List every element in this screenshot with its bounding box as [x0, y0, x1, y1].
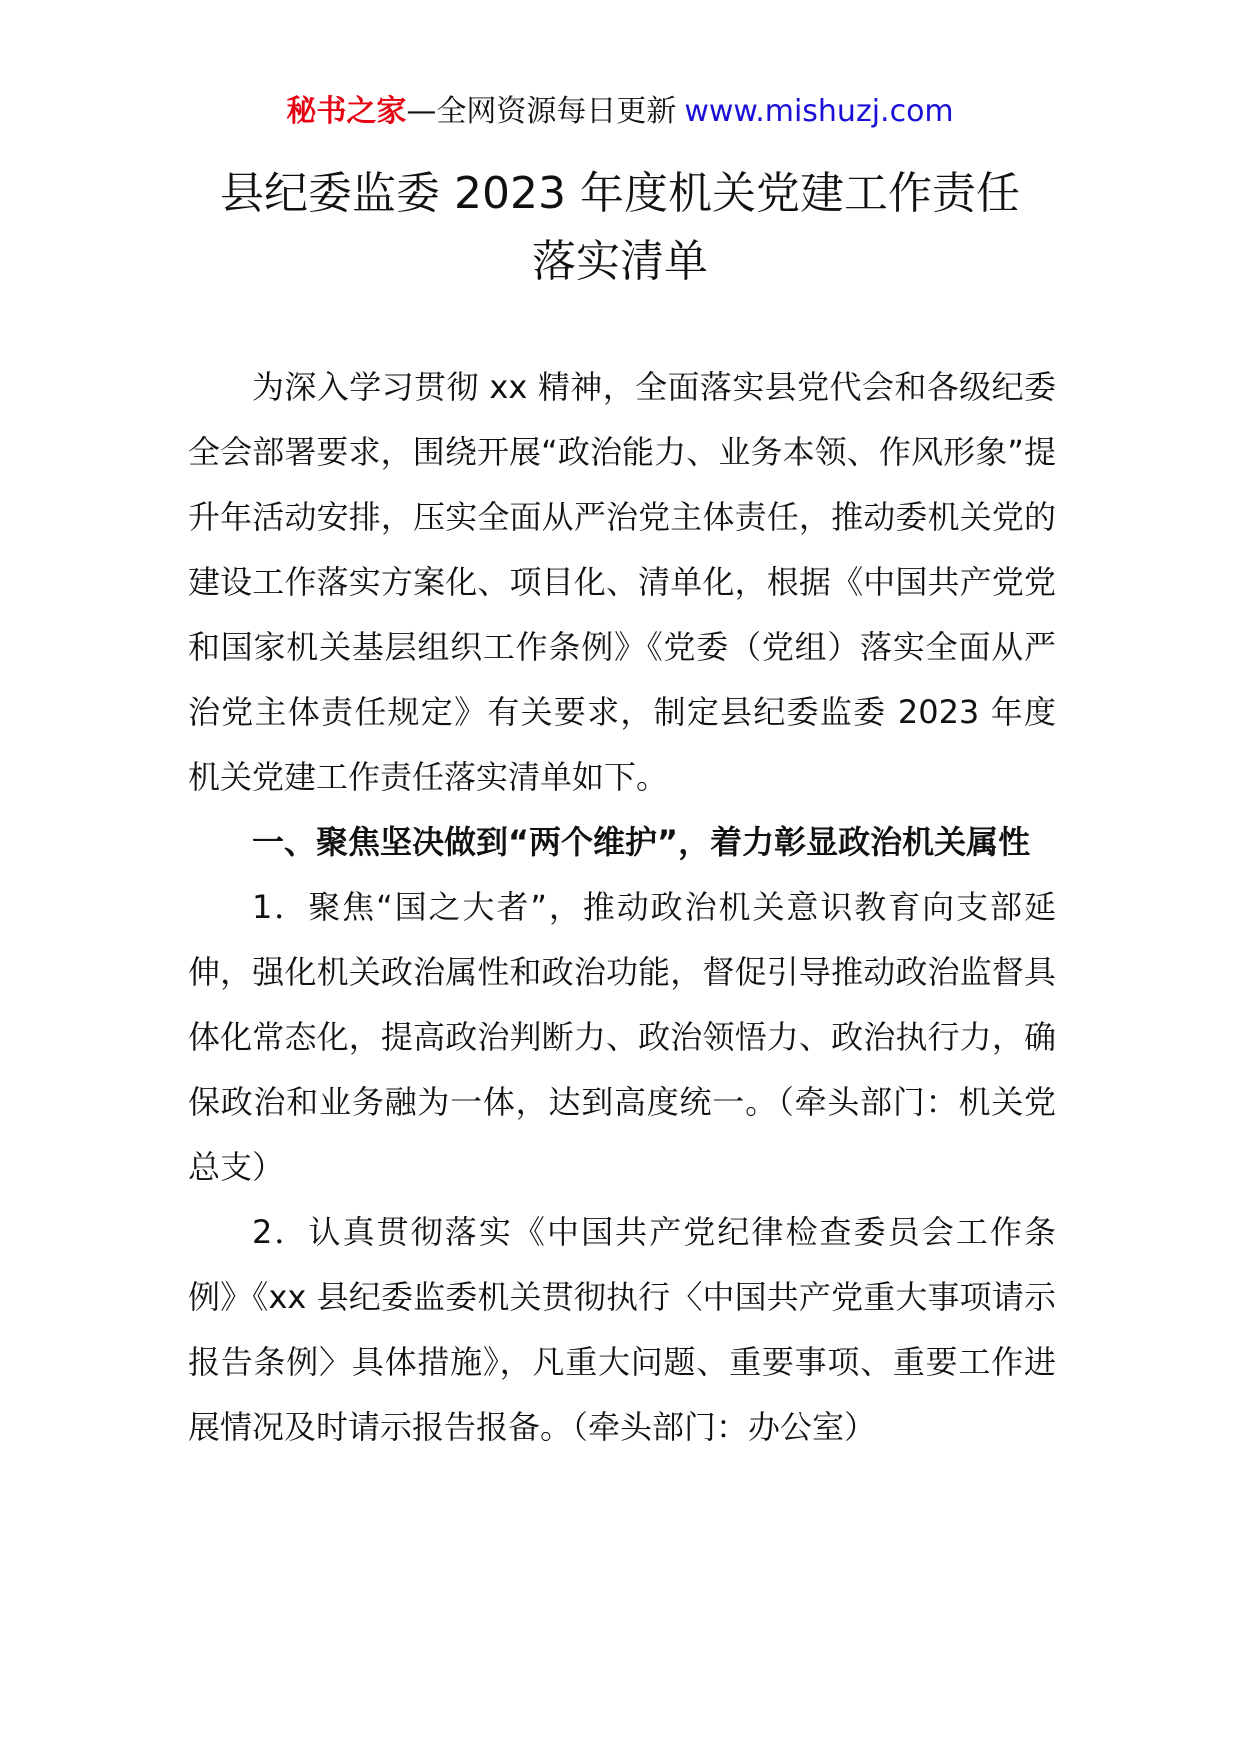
intro-paragraph: 为深入学习贯彻 xx 精神，全面落实县党代会和各级纪委全会部署要求，围绕开展“政治能力、业务本领、作风形象”提升年活动安排，压实全面从严治党主体责任，推动委机关党的建设工作落实方案化、项目化、清单化，根据《中国共产党党和国家机关基层组织工作条例》《党委（党组）落实全面从严治党主体责任规定》有关要求，制定县纪委监委 2023 年度机关党建工作责任落实清单如下。	[188, 368, 1056, 796]
title-line-2: 落实清单	[532, 236, 708, 287]
site-header	[0, 92, 1240, 132]
list-item-1: 1．聚焦“国之大者”，推动政治机关意识教育向支部延伸，强化机关政治属性和政治功能，督促引导推动政治监督具体化常态化，提高政治判断力、政治领悟力、政治执行力，确保政治和业务融为一体，达到高度统一。（牵头部门：机关党总支）	[188, 888, 1056, 1186]
brand-name: 秘书之家	[286, 94, 407, 129]
document-title	[0, 160, 1240, 296]
section-heading-1: 一、聚焦坚决做到“两个维护”，着力彰显政治机关属性	[252, 823, 1031, 861]
document-body	[188, 355, 1056, 1460]
site-url-link[interactable]: www.mishuzj.com	[684, 94, 954, 129]
header-tagline: —全网资源每日更新	[406, 94, 677, 129]
list-item-2: 2．认真贯彻落实《中国共产党纪律检查委员会工作条例》《xx 县纪委监委机关贯彻执行〈中国共产党重大事项请示报告条例〉具体措施》，凡重大问题、重要事项、重要工作进展情况及时请示报告报备。（牵头部门：办公室）	[188, 1213, 1056, 1446]
title-line-1: 县纪委监委 2023 年度机关党建工作责任	[220, 168, 1020, 219]
